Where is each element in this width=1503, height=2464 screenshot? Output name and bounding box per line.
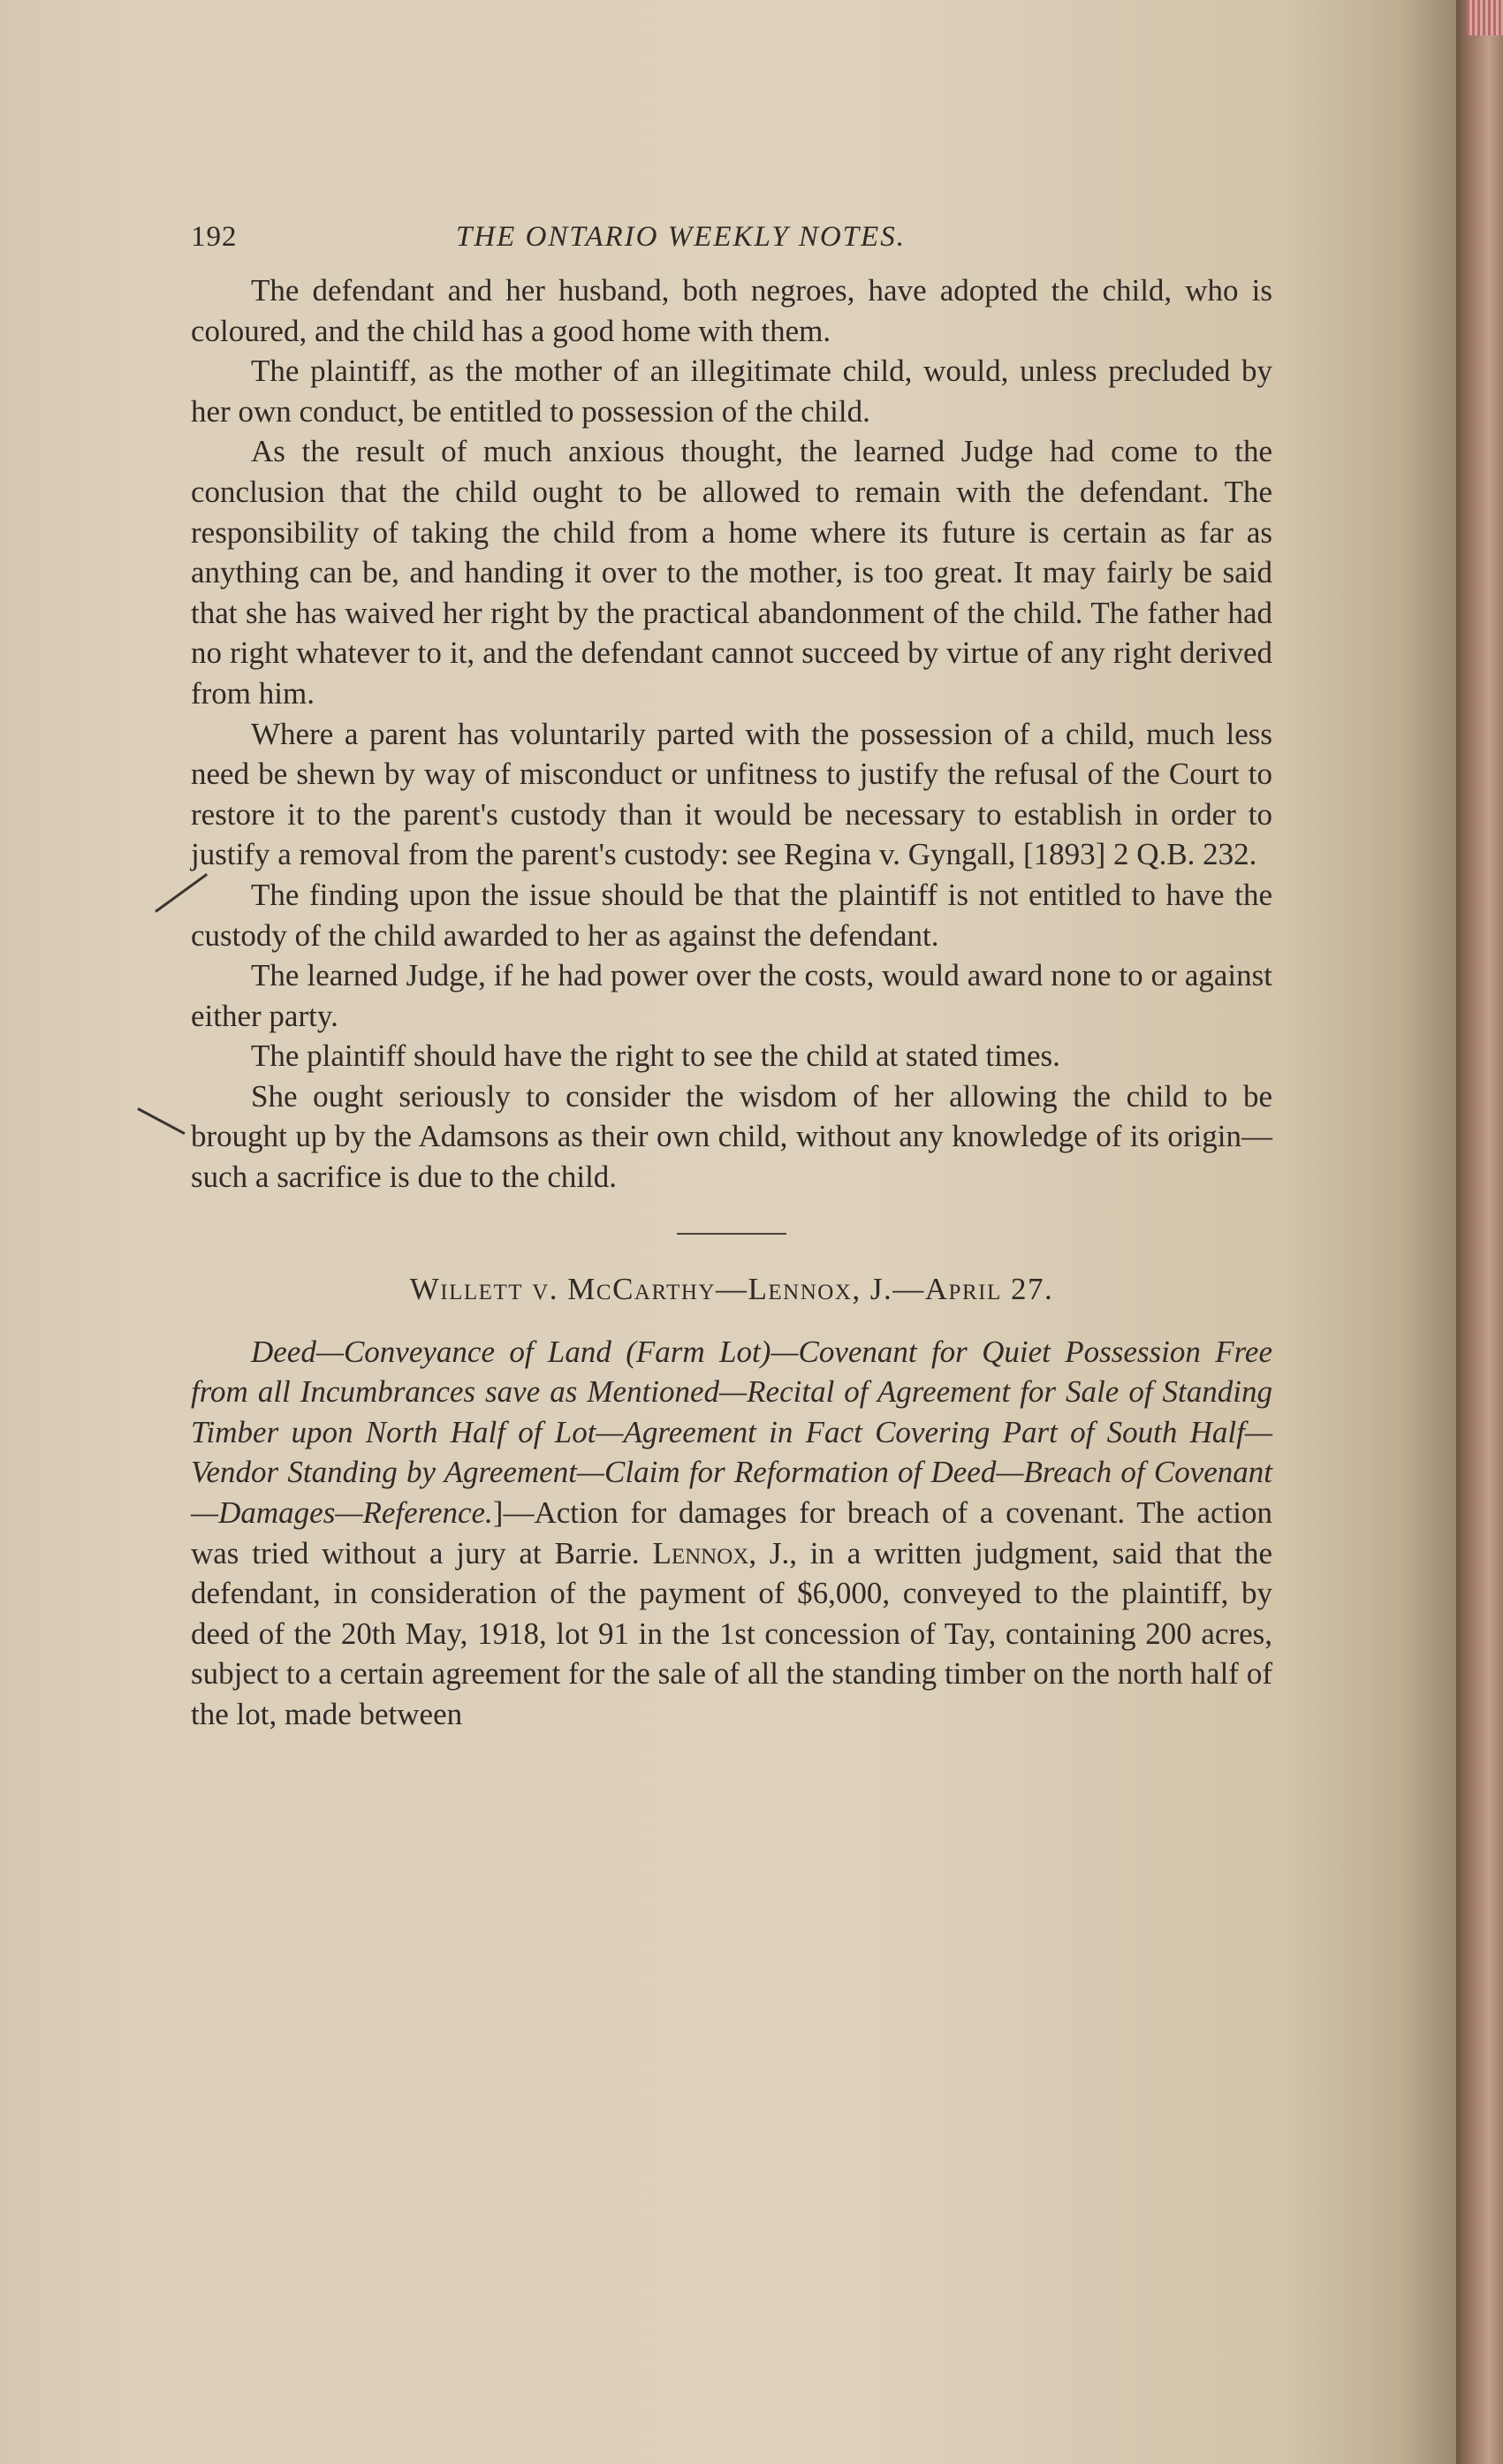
page-number: 192: [191, 221, 238, 253]
section-divider: [677, 1233, 786, 1235]
journal-title: THE ONTARIO WEEKLY NOTES.: [456, 221, 906, 253]
paragraph-voluntary-parting: Where a parent has voluntarily parted with the possession of a child, much less need be shewn by way of misconduct or unfitness to justify the refusal of the Court to restore it to the parent's custody than it would be necessary to establish in order to justify a removal from the parent's custody: see Regina v. Gyngall, [1893] 2 Q.B. 232.: [191, 716, 1272, 872]
running-head: [191, 221, 1272, 270]
paragraph-plaintiff-entitlement: The plaintiff, as the mother of an illegitimate child, would, unless precluded by her own conduct, be entitled to possession of the child.: [191, 354, 1272, 429]
case-paragraph: [191, 1332, 1272, 1735]
paragraph-finding: The finding upon the issue should be that the plaintiff is not entitled to have the custody of the child awarded to her as against the defendant.: [191, 877, 1272, 953]
case-headnote: Deed—Conveyance of Land (Farm Lot)—Covenant for Quiet Possession Free from all Incumbrances save as Mentioned—Recital of Agreement for Sale of Standing Timber upon North Half of Lot—Agreement in Fact Covering Part of South Half—Vendor Standing by Agreement—Claim for Reformation of Deed—Breach of Covenant—Damages—Reference.: [191, 1334, 1272, 1531]
paragraph-conclusion: As the result of much anxious thought, the learned Judge had come to the conclusion that the child ought to be allowed to remain with the defendant. The responsibility of taking the child from a home where its future is certain as far as anything can be, and handing it over to the mother, is too great. It may fairly be said that she has waived her right by the practical abandonment of the child. The father had no right whatever to it, and the defendant cannot succeed by virtue of any right derived from him.: [191, 434, 1272, 711]
case-body-start: ]—Action for damages for breach of a covenant. The action was tried without a jury at Barrie.: [191, 1495, 1272, 1570]
paragraph-sacrifice: She ought seriously to consider the wisdom of her allowing the child to be brought up by the Adamsons as their own child, without any knowledge of its origin—such a sacrifice is due to the child.: [191, 1078, 1272, 1195]
book-cover-edge: [1467, 0, 1503, 35]
paragraph-access: The plaintiff should have the right to see the child at stated times.: [251, 1038, 1060, 1074]
case-body-rest: , J., in a written judgment, said that the defendant, in consideration of the payment of $6,000, conveyed to the plaintiff, by deed of the 20th May, 1918, lot 91 in the 1st concession of Tay, containing 200 acres, subject to a certain agreement for the sale of all the standing timber on the north half of the lot, made between: [191, 1535, 1272, 1731]
case-heading: Willett v. McCarthy—Lennox, J.—April 27.: [409, 1271, 1054, 1306]
judge-name: Lennox: [652, 1535, 749, 1570]
page-content: [191, 221, 1272, 1735]
paragraph-adoption: The defendant and her husband, both negroes, have adopted the child, who is coloured, and the child has a good home with them.: [191, 273, 1272, 348]
paragraph-costs: The learned Judge, if he had power over the costs, would award none to or against either party.: [191, 958, 1272, 1033]
book-binding: [1456, 0, 1503, 2464]
